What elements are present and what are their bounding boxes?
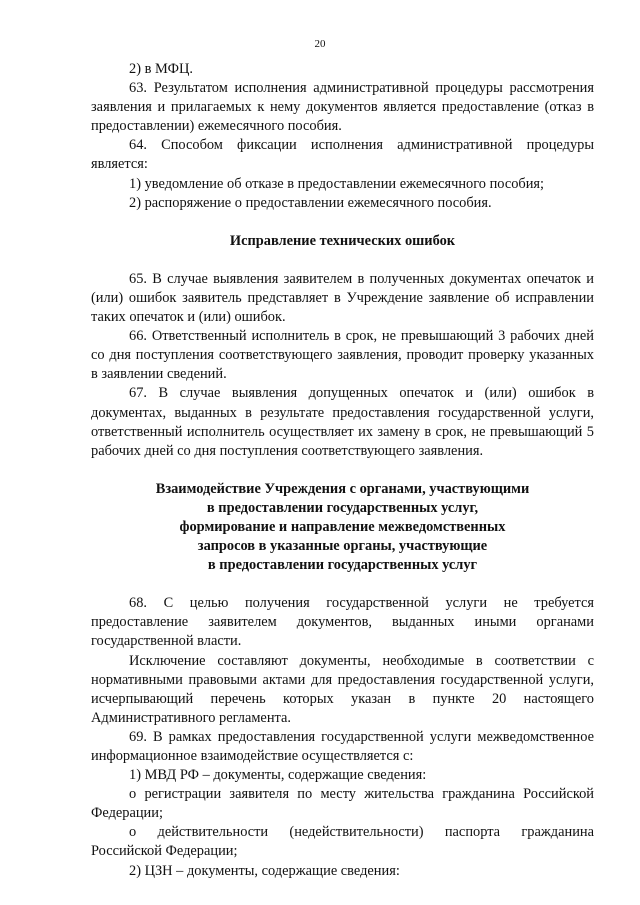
- paragraph: Исключение составляют документы, необходимые в соответствии с нормативными правовыми актами для предоставления государственной услуги, исчерпывающий перечень которых указан в пункте 20 настоящего Административного регламента.: [91, 652, 594, 726]
- paragraph: о действительности (недействительности) паспорта гражданина Российской Федерации;: [91, 824, 594, 860]
- section-heading-line: запросов в указанные органы, участвующие: [197, 538, 488, 555]
- section-heading: [91, 480, 594, 575]
- paragraph: 63. Результатом исполнения административной процедуры рассмотрения заявления и прилагаемых к нему документов является предоставление (отказ в предоставлении) ежемесячного пособия.: [91, 80, 594, 135]
- paragraph: 2) в МФЦ.: [129, 61, 193, 77]
- section-heading-line: в предоставлении государственных услуг,: [206, 499, 479, 516]
- paragraph: о регистрации заявителя по месту жительства гражданина Российской Федерации;: [91, 786, 594, 822]
- paragraph: 1) МВД РФ – документы, содержащие сведения:: [129, 767, 427, 784]
- paragraph: 1) уведомление об отказе в предоставлении ежемесячного пособия;: [129, 175, 545, 192]
- paragraph: 64. Способом фиксации исполнения административной процедуры является:: [91, 137, 594, 173]
- paragraph: 65. В случае выявления заявителем в полученных документах опечаток и (или) ошибок заявитель представляет в Учреждение заявление об исправлении таких опечаток и (или) ошибок.: [91, 270, 594, 326]
- page-number: 20: [314, 38, 326, 50]
- section-heading: [91, 232, 594, 251]
- paragraph: 68. С целью получения государственной услуги не требуется предоставление заявителем документов, выданных иными органами государственной власти.: [91, 595, 594, 650]
- section-heading-line: формирование и направление межведомственных: [179, 518, 506, 535]
- paragraph: 2) распоряжение о предоставлении ежемесячного пособия.: [129, 194, 492, 211]
- section-spacer: [91, 461, 594, 480]
- section-spacer: [91, 213, 594, 232]
- paragraph: 2) ЦЗН – документы, содержащие сведения:: [129, 862, 400, 879]
- section-spacer: [91, 575, 594, 594]
- document-body: [91, 60, 594, 881]
- paragraph: 67. В случае выявления допущенных опечаток и (или) ошибок в документах, выданных в результате предоставления государственной услуги, ответственный исполнитель осуществляет их замену в срок, не превышающий 5 рабочих дней со дня поступления соответствующего заявления.: [91, 385, 594, 459]
- section-spacer: [91, 251, 594, 270]
- section-heading-line: в предоставлении государственных услуг: [207, 557, 478, 574]
- paragraph: 69. В рамках предоставления государственной услуги межведомственное информационное взаимодействие осуществляется с:: [91, 728, 594, 764]
- paragraph: 66. Ответственный исполнитель в срок, не превышающий 3 рабочих дней со дня поступления соответствующего заявления, проводит проверку указанных в заявлении сведений.: [91, 328, 594, 383]
- section-heading-line: Исправление технических ошибок: [229, 232, 456, 249]
- section-heading-line: Взаимодействие Учреждения с органами, участвующими: [155, 480, 530, 497]
